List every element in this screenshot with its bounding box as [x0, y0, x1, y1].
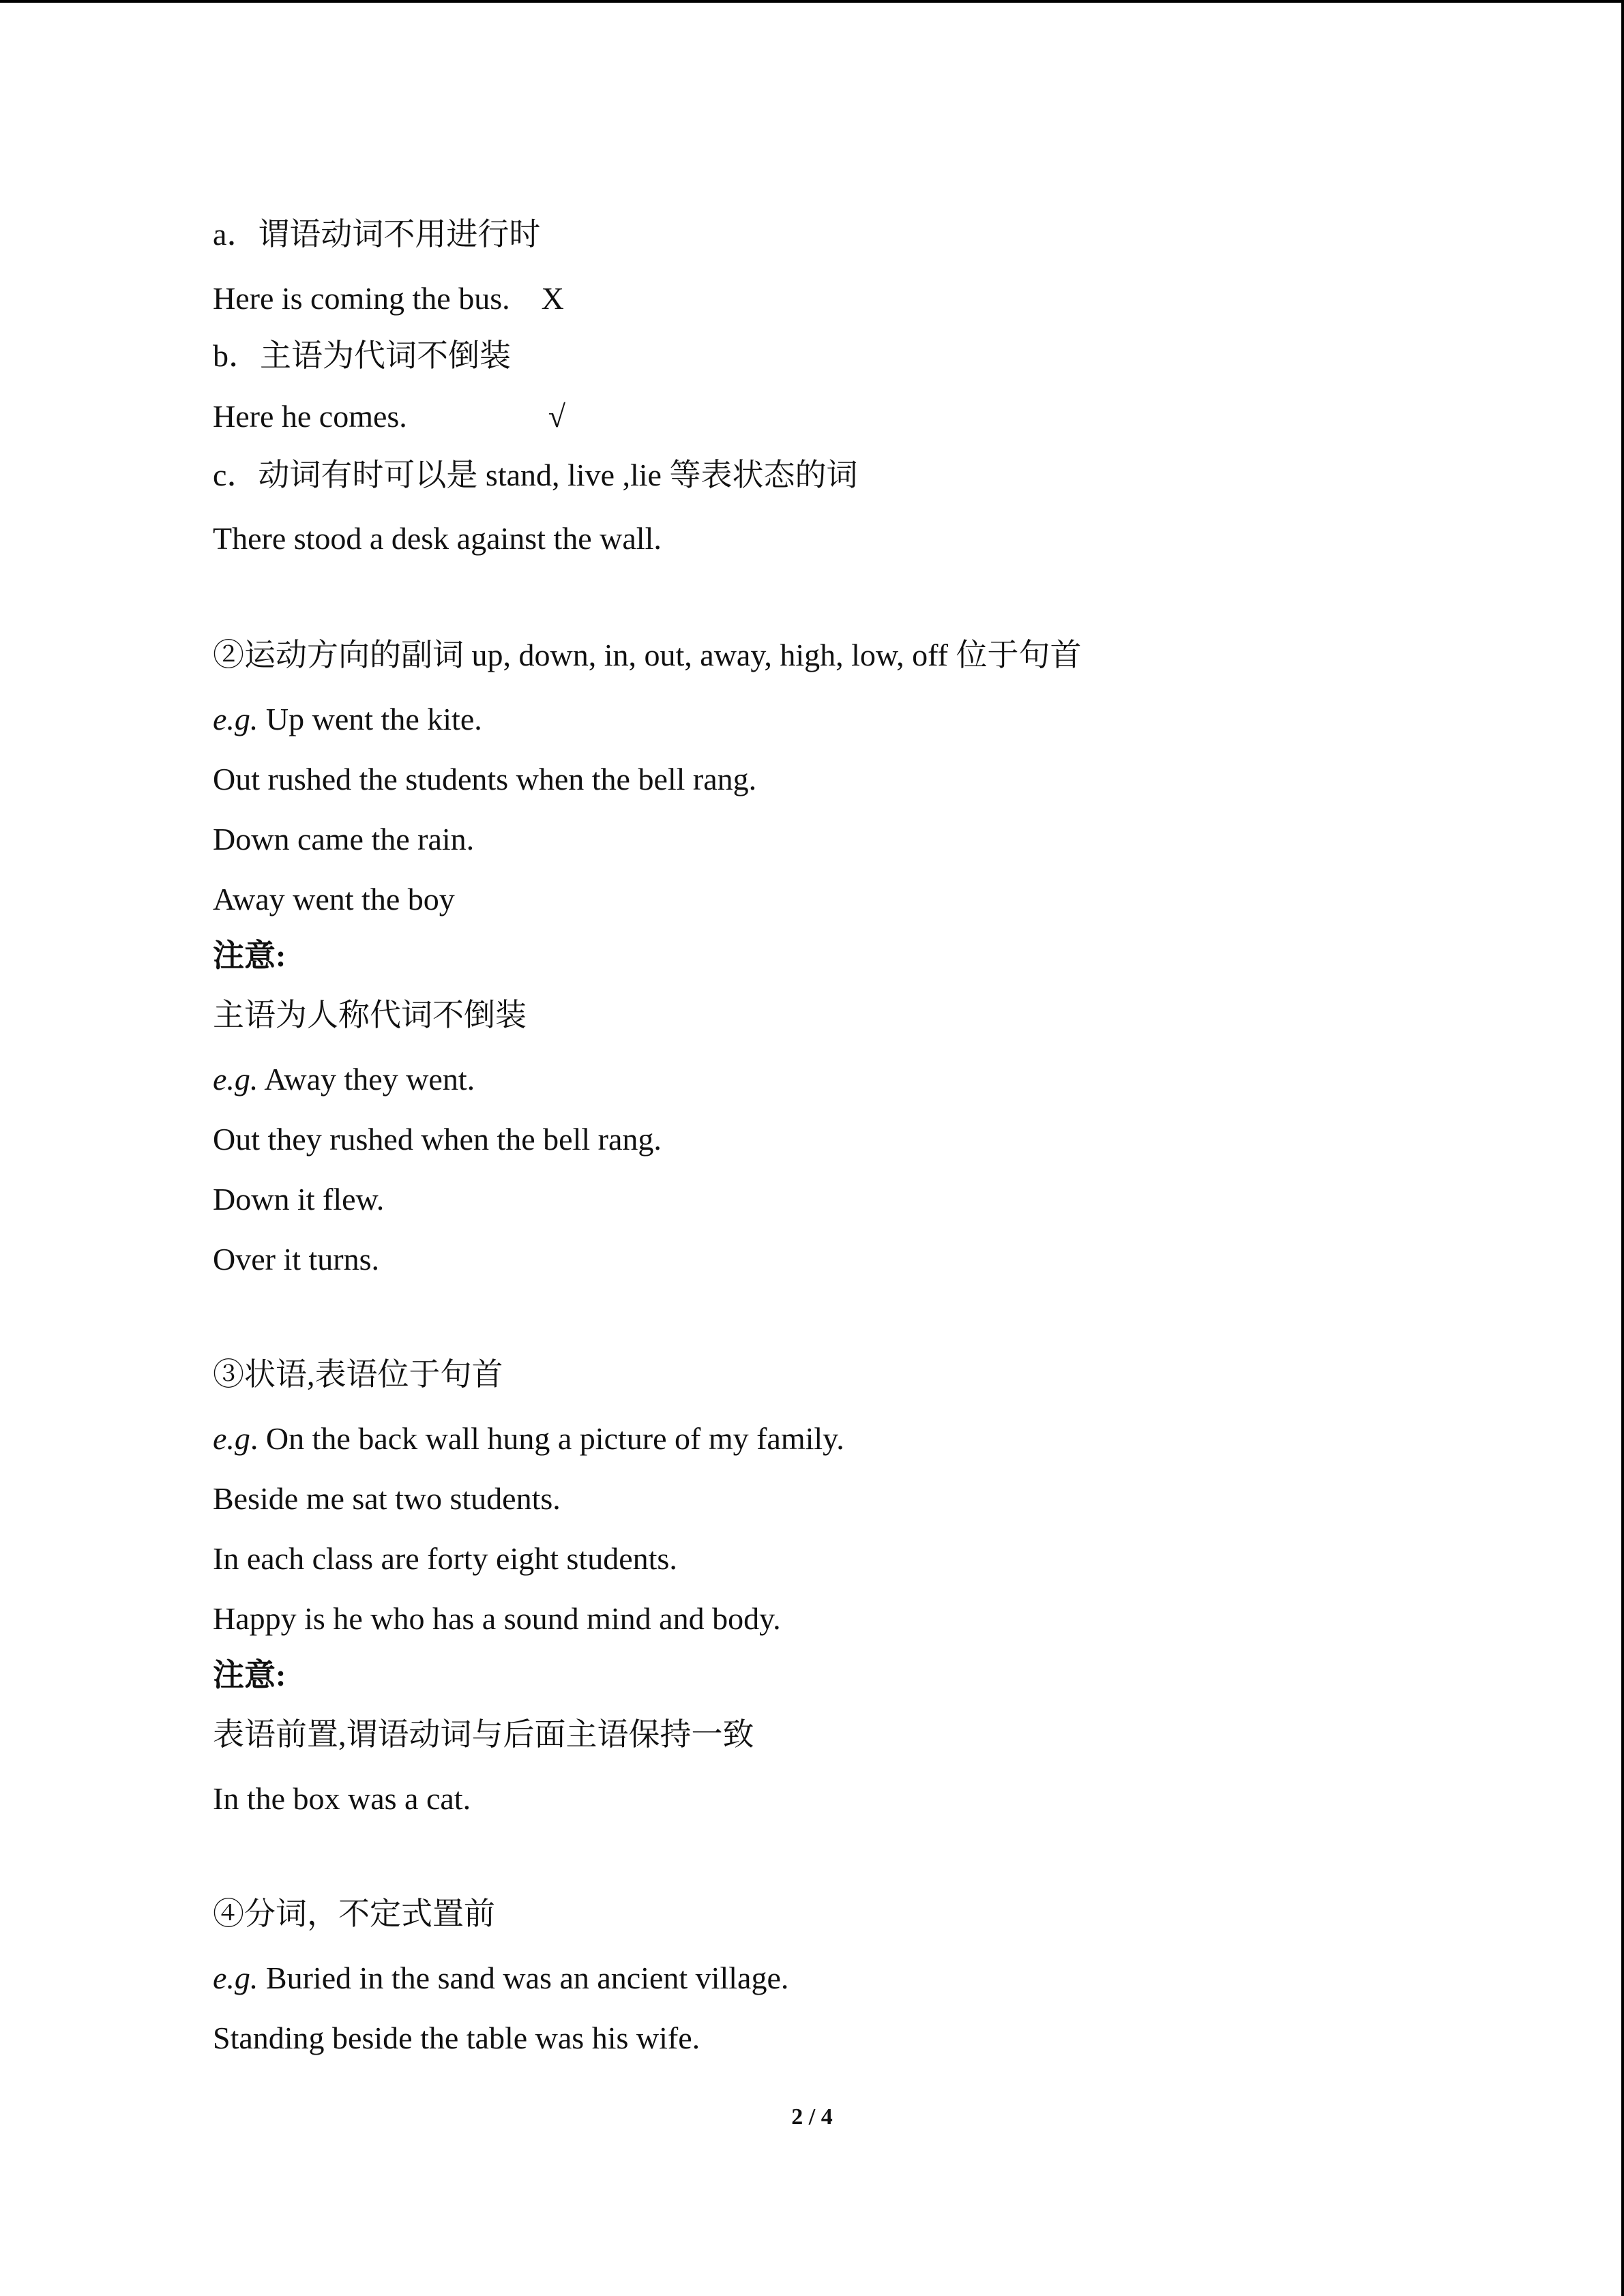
example-sentence: Over it turns. [213, 1242, 380, 1277]
eg-label: e.g [213, 1421, 250, 1456]
example-sentence: In each class are forty eight students. [213, 1541, 677, 1576]
note-text: 主语为人称代词不倒装 [213, 998, 527, 1032]
eg-label: e.g. [213, 702, 259, 736]
example-sentence: Out rushed the students when the bell rang. [213, 762, 757, 796]
eg-label: e.g. [213, 1960, 259, 1995]
example-text: . On the back wall hung a picture of my family. [250, 1421, 844, 1456]
note-label: 注意: [213, 1658, 286, 1693]
note-label: 注意: [213, 938, 286, 973]
rule-b-heading: b．主语为代词不倒装 [213, 338, 511, 373]
example-sentence: Happy is he who has a sound mind and body. [213, 1601, 781, 1636]
example-sentence: Beside me sat two students. [213, 1481, 561, 1516]
example-correct: Here he comes. √ [213, 399, 566, 434]
example-sentence [213, 1420, 844, 1458]
rule-c-heading: c．动词有时可以是 stand, live ,lie 等表状态的词 [213, 458, 858, 492]
example-sentence: Down came the rain. [213, 822, 475, 856]
example-sentence: Away went the boy [213, 882, 455, 916]
example-text: Buried in the sand was an ancient village. [258, 1960, 789, 1995]
example-wrong: Here is coming the bus. X [213, 281, 564, 316]
example-sentence: Out they rushed when the bell rang. [213, 1122, 662, 1157]
example-text: Up went the kite. [258, 702, 482, 736]
example-sentence: Standing beside the table was his wife. [213, 2021, 700, 2055]
example-sentence: There stood a desk against the wall. [213, 521, 662, 556]
example-sentence [213, 1959, 788, 1997]
example-text: Away they went. [258, 1062, 475, 1097]
right-border-line [1621, 0, 1624, 2296]
example-sentence: Down it flew. [213, 1182, 385, 1217]
example-sentence [213, 700, 482, 739]
rule-a-heading: a．谓语动词不用进行时 [213, 217, 541, 252]
section-4-heading: ④分词，不定式置前 [213, 1896, 495, 1931]
page-number: 2 / 4 [791, 2104, 833, 2130]
section-3-heading: ③状语,表语位于句首 [213, 1357, 503, 1392]
note-text: 表语前置,谓语动词与后面主语保持一致 [213, 1717, 754, 1752]
example-sentence: In the box was a cat. [213, 1781, 471, 1816]
eg-label: e.g. [213, 1062, 259, 1097]
example-sentence [213, 1060, 475, 1099]
document-page [213, 0, 1509, 2296]
section-2-heading: ②运动方向的副词 up, down, in, out, away, high, low, off 位于句首 [213, 638, 1082, 672]
